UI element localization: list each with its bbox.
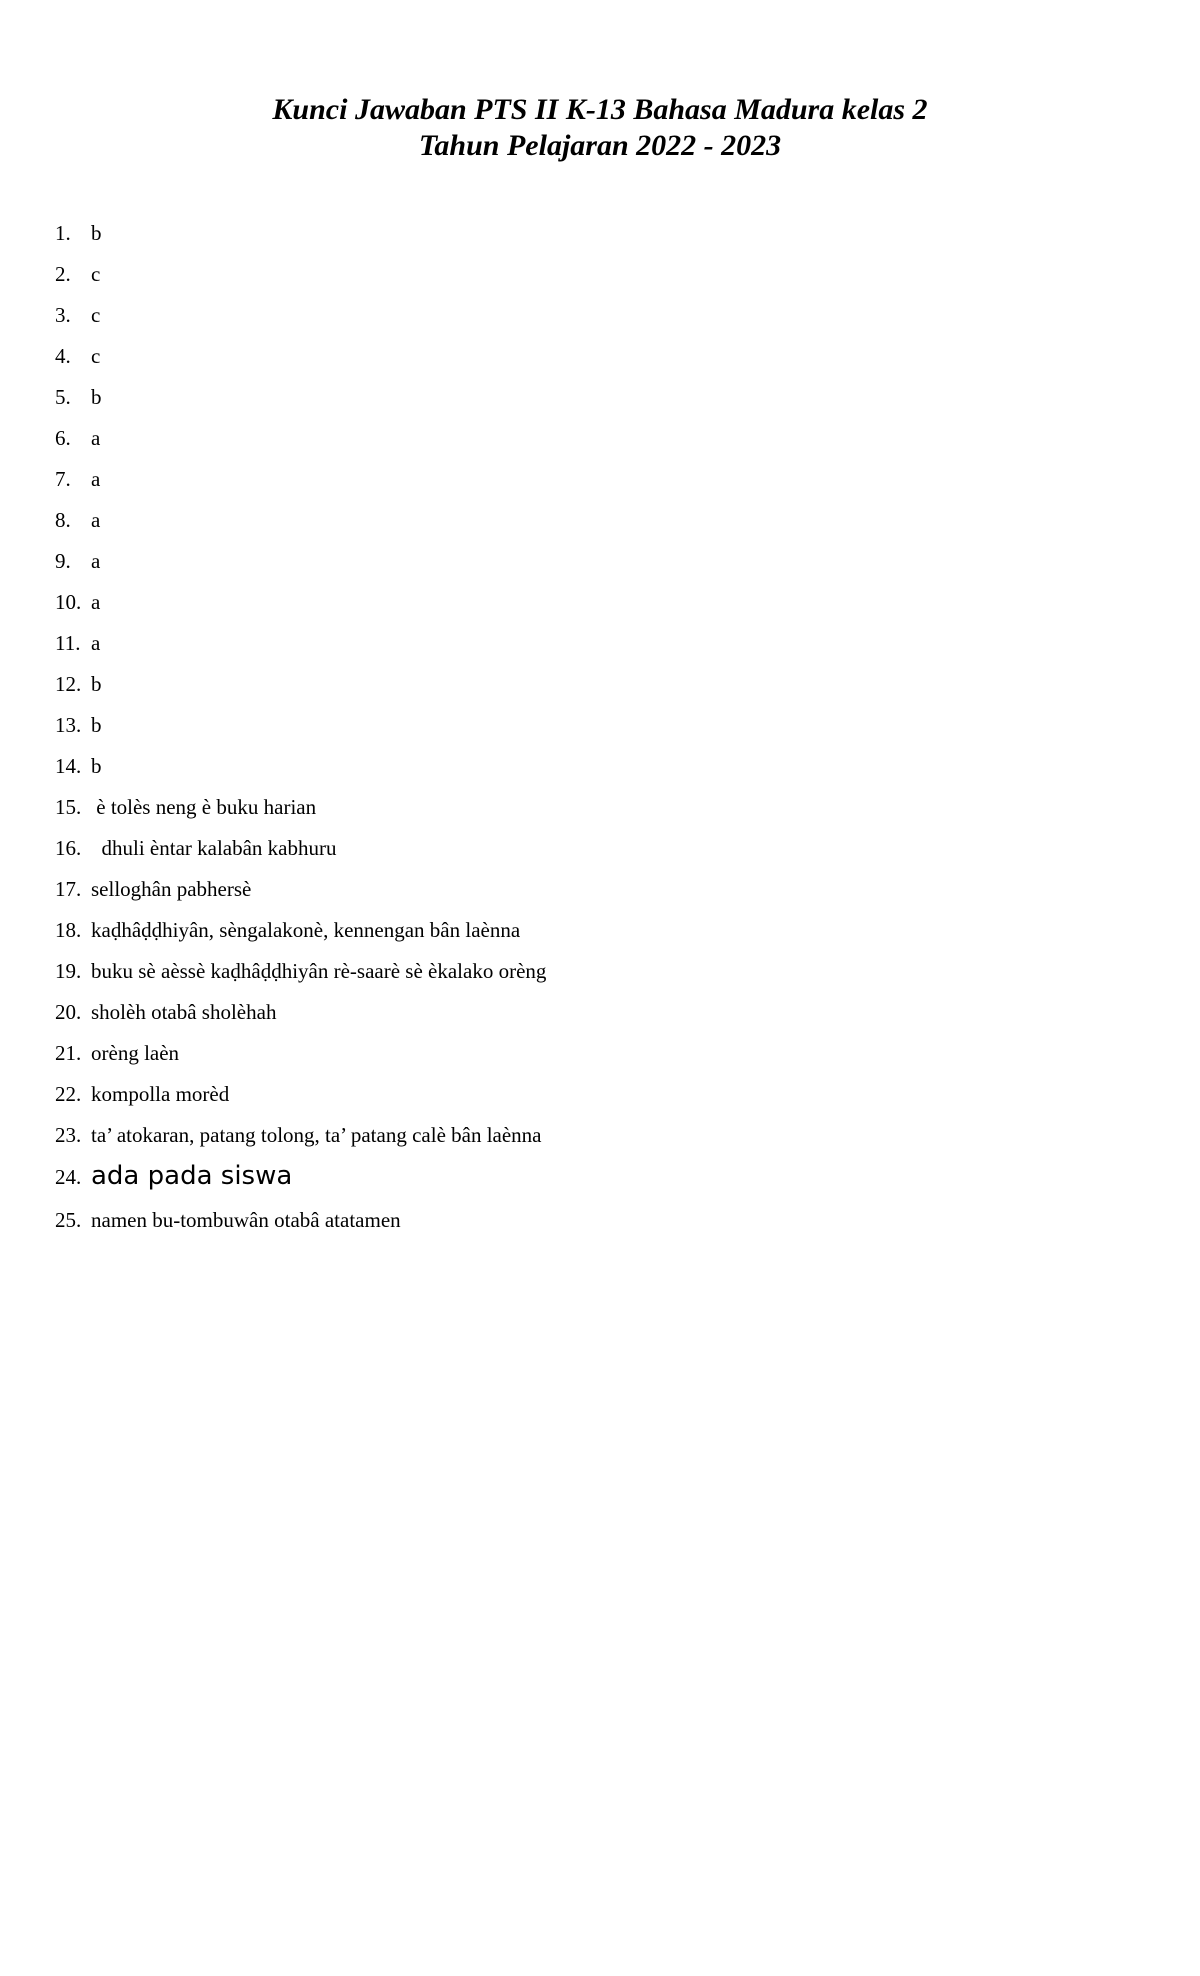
answer-item-12 [55,670,546,711]
answer-text: a [91,631,101,655]
answer-number: 5. [55,385,71,409]
answer-item-25 [55,1206,546,1247]
answer-number: 10. [55,590,82,614]
answer-text: a [91,549,101,573]
answer-text: orèng laèn [91,1041,180,1065]
answer-item-17 [55,875,546,916]
answer-item-13 [55,711,546,752]
answer-text: a [91,590,101,614]
answer-item-11 [55,629,546,670]
answer-number: 17. [55,877,82,901]
answer-number: 3. [55,303,71,327]
answer-number: 20. [55,1000,82,1024]
title-line-2: Tahun Pelajaran 2022 - 2023 [418,129,782,162]
answer-number: 7. [55,467,71,491]
answer-number: 4. [55,344,71,368]
answer-text: c [91,303,101,327]
title-line-1: Kunci Jawaban PTS II K-13 Bahasa Madura kelas 2 [272,93,928,126]
answer-text: b [91,385,102,409]
answer-number: 6. [55,426,71,450]
answer-text: kaḍhâḍḍhiyân, sèngalakonè, kennengan bân laènna [91,918,521,942]
answer-item-19 [55,957,546,998]
answer-number: 13. [55,713,82,737]
answer-number: 21. [55,1041,82,1065]
answer-number: 16. [55,836,82,860]
answer-item-15 [55,793,546,834]
answer-number: 8. [55,508,71,532]
answer-item-24 [55,1162,546,1206]
answer-text: sholèh otabâ sholèhah [91,1000,277,1024]
answer-item-1 [55,219,546,260]
answer-item-16 [55,834,546,875]
answer-number: 14. [55,754,82,778]
answer-text: ta’ atokaran, patang tolong, ta’ patang calè bân laènna [91,1123,542,1147]
answer-item-14 [55,752,546,793]
answer-text: b [91,221,102,245]
answer-item-18 [55,916,546,957]
answer-text: b [91,672,102,696]
answer-key-list [55,219,546,1247]
answer-item-4 [55,342,546,383]
answer-number: 23. [55,1123,82,1147]
answer-item-6 [55,424,546,465]
answer-number: 18. [55,918,82,942]
answer-item-2 [55,260,546,301]
answer-number: 12. [55,672,82,696]
answer-number: 1. [55,221,71,245]
answer-item-20 [55,998,546,1039]
answer-text: kompolla morèd [91,1082,230,1106]
answer-item-5 [55,383,546,424]
answer-number: 22. [55,1082,82,1106]
answer-text: dhuli èntar kalabân kabhuru [91,836,337,860]
answer-number: 9. [55,549,71,573]
document-title [0,92,1200,164]
answer-text: ada pada siswa [91,1161,293,1191]
answer-text: a [91,426,101,450]
answer-item-7 [55,465,546,506]
answer-number: 2. [55,262,71,286]
answer-number: 24. [55,1165,82,1189]
answer-text: c [91,344,101,368]
answer-item-10 [55,588,546,629]
answer-text: è tolès neng è buku harian [91,795,317,819]
answer-item-22 [55,1080,546,1121]
answer-number: 15. [55,795,82,819]
answer-item-9 [55,547,546,588]
answer-text: b [91,754,102,778]
answer-text: a [91,508,101,532]
answer-number: 11. [55,631,81,655]
answer-text: c [91,262,101,286]
answer-item-23 [55,1121,546,1162]
answer-text: selloghân pabhersè [91,877,252,901]
answer-number: 25. [55,1208,82,1232]
answer-item-8 [55,506,546,547]
answer-text: namen bu-tombuwân otabâ atatamen [91,1208,401,1232]
answer-item-3 [55,301,546,342]
answer-number: 19. [55,959,82,983]
answer-text: b [91,713,102,737]
answer-item-21 [55,1039,546,1080]
answer-text: buku sè aèssè kaḍhâḍḍhiyân rè-saarè sè èkalako orèng [91,959,547,983]
answer-text: a [91,467,101,491]
